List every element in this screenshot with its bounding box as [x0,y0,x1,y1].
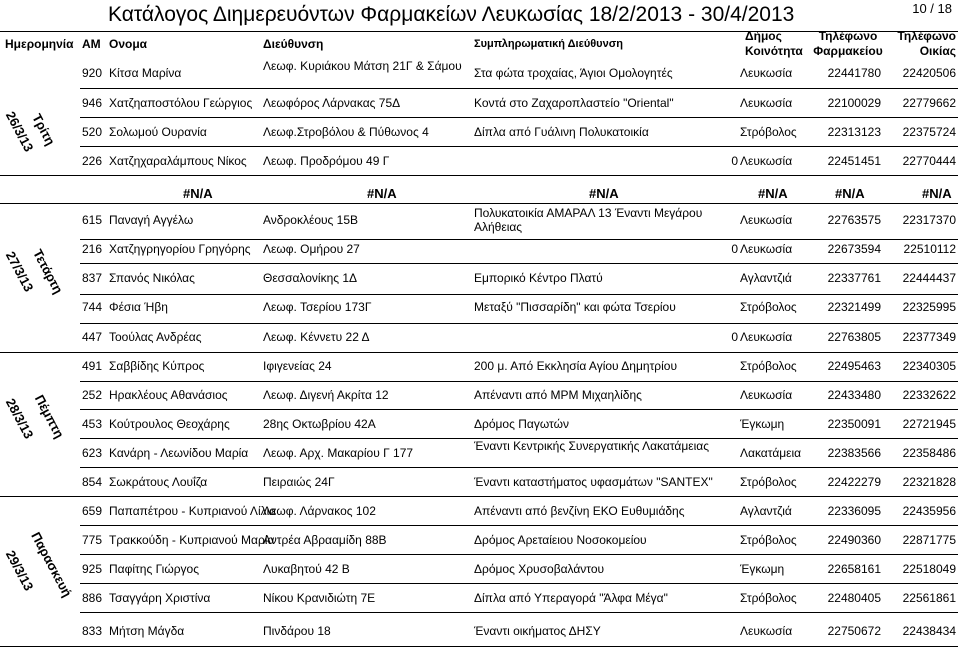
day-group [0,352,80,497]
cell-municipality: Έγκωμη [740,562,785,576]
cell-home: 22444437 [902,271,956,285]
cell-zero: 0 [731,242,738,256]
row-rule [0,352,958,353]
cell-am: 886 [82,591,103,605]
cell-name: Τσαγγάρη Χριστίνα [109,591,211,605]
cell-phone: 22673594 [827,242,881,256]
row-rule [0,175,958,176]
cell-municipality: Στρόβολος [740,359,797,373]
cell-extra: 200 μ. Από Εκκλησία Αγίου Δημητρίου [474,359,678,373]
cell-name: Χατζηαποστόλου Γεώργιος [109,96,253,110]
cell-extra: Μεταξύ "Πισσαρίδη" και φώτα Τσερίου [474,300,676,314]
na-cell: #N/A [589,186,619,201]
row-rule [80,554,958,555]
cell-municipality: Λακατάμεια [740,446,802,460]
cell-address: Πειραιώς 24Γ [263,475,335,489]
header-phone-pharmacy-2: Φαρμακείου [813,44,883,58]
cell-name: Φέσια Ήβη [109,300,168,314]
cell-extra: Δρόμος Αρεταίειου Νοσοκομείου [474,533,647,547]
cell-home: 22779662 [902,96,956,110]
cell-name: Κίτσα Μαρίνα [109,66,182,80]
cell-name: Κούτρουλος Θεοχάρης [109,417,230,431]
cell-municipality: Λευκωσία [740,624,793,638]
cell-phone: 22350091 [827,417,881,431]
cell-municipality: Στρόβολος [740,475,797,489]
cell-am: 623 [82,446,103,460]
cell-extra: Έναντι καταστήματος υφασμάτων "SANTEX" [474,475,713,489]
day-date: 29/3/13 [2,547,37,594]
cell-address: Λεωφ. Διγενή Ακρίτα 12 [263,388,389,402]
cell-home: 22561861 [902,591,956,605]
na-cell: #N/A [758,186,788,201]
row-rule [80,294,958,295]
cell-address: Ανδροκλέους 15Β [263,213,359,227]
cell-phone: 22451451 [827,154,881,168]
cell-extra: Δίπλα από Υπεραγορά "Άλφα Μέγα" [474,591,668,605]
cell-extra: Δρόμος Παγωτών [474,417,569,431]
cell-am: 744 [82,300,103,314]
cell-municipality: Λευκωσία [740,213,793,227]
na-cell: #N/A [367,186,397,201]
cell-home: 22340305 [902,359,956,373]
cell-am: 491 [82,359,103,373]
header-top-rule [0,31,958,32]
cell-address: Ιφιγενείας 24 [263,359,332,373]
header-address: Διεύθυνση [263,37,324,51]
cell-am: 252 [82,388,103,402]
day-name: Παρασκευή [28,529,75,600]
cell-address: Λεωφ. Κέννετυ 22 Δ [263,330,370,344]
cell-home: 22420506 [902,66,956,80]
cell-name: Μήτση Μάγδα [109,624,185,638]
cell-am: 447 [82,330,103,344]
header-phone-pharmacy-1: Τηλέφωνο [818,29,878,43]
cell-extra: Απέναντι από ΜΡΜ Μιχαηλίδης [474,388,642,402]
row-rule [80,381,958,382]
cell-address: Λεωφ. Ομήρου 27 [263,242,360,256]
cell-am: 520 [82,125,103,139]
cell-home: 22321828 [902,475,956,489]
cell-extra: Απέναντι από βενζίνη ΕΚΟ Ευθυμιάδης [474,504,685,518]
cell-name: Παφίτης Γιώργος [109,562,199,576]
day-name: Τετάρτη [30,246,66,297]
cell-municipality: Στρόβολος [740,591,797,605]
cell-zero: 0 [731,154,738,168]
cell-home: 22358486 [902,446,956,460]
cell-extra: Δίπλα από Γυάλινη Πολυκατοικία [474,125,649,139]
cell-home: 22375724 [902,125,956,139]
cell-municipality: Έγκωμη [740,417,785,431]
header-phone-home-2: Οικίας [919,44,956,58]
cell-extra: Πολυκατοικία ΑΜΑΡΑΛ 13 Έναντι Μεγάρου Αλήθειας [474,206,703,234]
day-name: Τρίτη [29,111,59,148]
cell-am: 837 [82,271,103,285]
cell-phone: 22383566 [827,446,881,460]
cell-extra: Έναντι οικήματος ΔΗΣΥ [474,624,601,638]
cell-phone: 22337761 [827,271,881,285]
cell-address: Λεωφ. Προδρόμου 49 Γ [263,154,390,168]
cell-am: 920 [82,66,103,80]
cell-phone: 22750672 [827,624,881,638]
cell-municipality: Λευκωσία [740,330,793,344]
cell-am: 615 [82,213,103,227]
cell-am: 946 [82,96,103,110]
day-group [0,496,80,647]
header-phone-home-1: Τηλέφωνο [897,29,956,43]
cell-home: 22435956 [902,504,956,518]
cell-phone: 22658161 [827,562,881,576]
cell-am: 659 [82,504,103,518]
row-rule [80,612,958,613]
cell-home: 22871775 [902,533,956,547]
cell-address: 28ης Οκτωβρίου 42Α [263,417,376,431]
na-cell: #N/A [183,186,213,201]
cell-extra: Εμπορικό Κέντρο Πλατύ [474,271,603,285]
cell-name: Σολωμού Ουρανία [109,125,207,139]
cell-extra: Δρόμος Χρυσοβαλάντου [474,562,605,576]
cell-name: Τρακκούδη - Κυπριανού Μαρία [109,533,275,547]
row-rule [80,467,958,468]
cell-phone: 22490360 [827,533,881,547]
cell-am: 216 [82,242,103,256]
row-rule [80,146,958,147]
cell-municipality: Λευκωσία [740,154,793,168]
cell-municipality: Στρόβολος [740,533,797,547]
cell-name: Παπαπέτρου - Κυπριανού Λίλια [109,504,277,518]
cell-phone: 22763805 [827,330,881,344]
cell-name: Χατζηγρηγορίου Γρηγόρης [109,242,251,256]
cell-phone: 22763575 [827,213,881,227]
cell-name: Χατζηχαραλάμπους Νίκος [109,154,247,168]
cell-home: 22332622 [902,388,956,402]
cell-home: 22518049 [902,562,956,576]
cell-home: 22325995 [902,300,956,314]
cell-address: Λυκαβητού 42 Β [263,562,350,576]
cell-name: Σαββίδης Κύπρος [109,359,205,373]
header-am: AM [82,37,101,51]
page-title: Κατάλογος Διημερευόντων Φαρμακείων Λευκωσίας 18/2/2013 - 30/4/2013 [108,3,795,26]
cell-municipality: Στρόβολος [740,300,797,314]
header-date: Ημερομηνία [5,37,74,51]
cell-home: 22377349 [902,330,956,344]
cell-address: Νίκου Κρανιδιώτη 7Ε [263,591,376,605]
header-name: Ονομα [109,37,148,51]
header-municipality-2: Κοινότητα [745,44,803,58]
cell-home: 22510112 [903,242,956,256]
row-rule [0,496,958,497]
cell-am: 226 [82,154,103,168]
cell-name: Παναγή Αγγέλω [109,213,194,227]
cell-address: Αντρέα Αβρααμίδη 88Β [263,533,387,547]
day-group [0,203,80,353]
cell-am: 833 [82,624,103,638]
cell-phone: 22313123 [827,125,881,139]
cell-address: Λεωφ. Τσερίου 173Γ [263,300,372,314]
page-number: 10 / 18 [912,1,952,16]
cell-phone: 22422279 [827,475,881,489]
cell-extra: Έναντι Κεντρικής Συνεργατικής Λακατάμειας [474,439,709,453]
day-date: 26/3/13 [2,108,37,155]
cell-phone: 22100029 [827,96,881,110]
cell-name: Κανάρη - Λεωνίδου Μαρία [109,446,249,460]
cell-home: 22317370 [902,213,956,227]
cell-phone: 22495463 [827,359,881,373]
day-date: 27/3/13 [2,248,37,295]
header-extra: Συμπληρωματική Διεύθυνση [474,38,623,50]
cell-name: Ηρακλέους Αθανάσιος [109,388,228,402]
row-rule [80,117,958,118]
cell-phone: 22321499 [827,300,881,314]
cell-address: Λεωφ. Αρχ. Μακαρίου Γ 177 [263,446,414,460]
row-rule [80,525,958,526]
day-group [0,88,80,175]
na-cell: #N/A [835,186,865,201]
cell-extra: Κοντά στο Ζαχαροπλαστείο "Oriental" [474,96,674,110]
cell-am: 453 [82,417,103,431]
row-rule [80,263,958,264]
day-name: Πέμπτη [31,392,68,441]
row-rule [0,203,958,204]
cell-phone: 22433480 [827,388,881,402]
row-rule [80,88,958,89]
cell-name: Σπανός Νικόλας [109,271,195,285]
header-municipality-1: Δήμος [745,29,782,43]
cell-address: Λεωφ. Λάρνακος 102 [263,504,376,518]
cell-address: Λεωφόρος Λάρνακας 75Δ [263,96,401,110]
cell-address: Λεωφ. Κυριάκου Μάτση 21Γ & Σάμου [263,59,462,73]
cell-am: 854 [82,475,103,489]
cell-municipality: Λευκωσία [740,66,793,80]
day-date: 28/3/13 [2,395,37,442]
row-rule [80,583,958,584]
row-rule [80,323,958,324]
cell-municipality: Στρόβολος [740,125,797,139]
cell-extra: Στα φώτα τροχαίας, Άγιοι Ομολογητές [474,66,673,80]
cell-address: Πινδάρου 18 [263,624,331,638]
table-bottom-rule [0,646,958,647]
cell-am: 775 [82,533,103,547]
row-rule [80,239,958,240]
cell-phone: 22336095 [827,504,881,518]
cell-address: Λεωφ.Στροβόλου & Πύθωνος 4 [263,125,429,139]
cell-name: Τοούλας Ανδρέας [109,330,202,344]
cell-home: 22770444 [902,154,956,168]
cell-municipality: Λευκωσία [740,96,793,110]
cell-phone: 22480405 [827,591,881,605]
cell-home: 22721945 [902,417,956,431]
cell-phone: 22441780 [827,66,881,80]
cell-municipality: Λευκωσία [740,242,793,256]
cell-home: 22438434 [902,624,956,638]
cell-name: Σωκράτους Λουΐζα [109,475,208,489]
cell-municipality: Λευκωσία [740,388,793,402]
cell-address: Θεσσαλονίκης 1Δ [263,271,358,285]
cell-am: 925 [82,562,103,576]
cell-municipality: Αγλαντζιά [740,504,792,518]
cell-zero: 0 [731,330,738,344]
na-cell: #N/A [922,186,952,201]
row-rule [80,409,958,410]
cell-municipality: Αγλαντζιά [740,271,792,285]
